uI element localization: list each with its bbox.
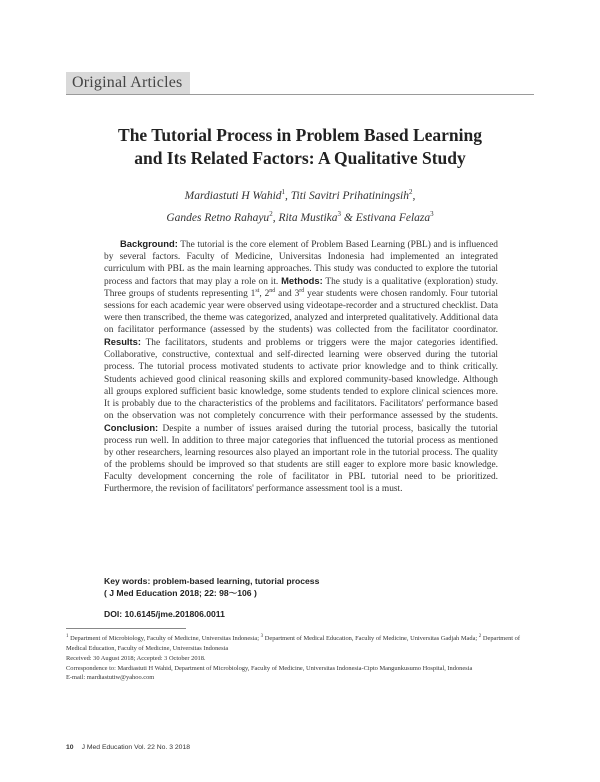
section-tag: Original Articles	[66, 72, 190, 94]
title-line-1: The Tutorial Process in Problem Based Learning	[118, 125, 482, 145]
page-footer	[66, 744, 536, 751]
footnote-marker: 2	[478, 634, 482, 639]
footnotes	[66, 632, 536, 683]
article-title	[60, 124, 540, 170]
received-accepted: Received: 30 August 2018; Accepted: 3 October 2018.	[66, 654, 206, 662]
journal-info: J Med Education Vol. 22 No. 3 2018	[81, 744, 191, 751]
title-line-2: and Its Related Factors: A Qualitative Study	[134, 148, 466, 168]
author-name: Titi Savitri Prihatiningsih	[290, 189, 409, 202]
affiliation-text: Department of Medical Education, Faculty of Medicine, Universitas Indonesia	[66, 635, 520, 652]
results-heading: Results:	[104, 336, 141, 348]
ordinal-suffix: rd	[299, 288, 305, 295]
abstract	[104, 238, 498, 495]
author-list	[60, 183, 540, 227]
citation-line: ( J Med Education 2018; 22: 98〜106 )	[104, 587, 257, 598]
author-line-2	[60, 205, 540, 227]
methods-text-part: and 3	[275, 289, 300, 300]
ordinal-suffix: nd	[269, 288, 276, 295]
author-name: Rita Mustika	[278, 211, 338, 224]
methods-text-part: , 2	[259, 289, 270, 300]
ordinal-suffix: st	[255, 288, 260, 295]
affiliations	[66, 632, 536, 654]
doi: DOI: 10.6145/jme.201806.0011	[104, 609, 225, 619]
footnote-rule	[66, 628, 186, 629]
author-line-1	[60, 183, 540, 205]
author-affiliation: 2	[409, 188, 413, 196]
correspondence: Correspondence to: Mardiastuti H Wahid, Department of Microbiology, Faculty of Medicine, Universitas Indonesia-Cipto Mangunkusumo Hospital, Indonesia	[66, 664, 473, 672]
affiliation-text: Department of Microbiology, Faculty of Medicine, Universitas Indonesia;	[68, 635, 261, 643]
section-rule	[66, 94, 534, 95]
author-separator: ,	[412, 189, 416, 202]
author-affiliation: 2	[269, 209, 273, 218]
author-name: Gandes Retno Rahayu	[166, 211, 270, 224]
background-heading: Background:	[120, 238, 178, 249]
conclusion-text: Despite a number of issues araised during the tutorial process, basically the tutorial process run well. In addition to three major categories that influenced the tutorial process as mentioned by other researchers, learning resources also played an important role in the tutorial process. The quality of the problems should be improved so that students are still eager to explore more basic knowledge. Faculty development concerning the role of facilitator in PBL tutorial need to be prioritized. Furthermore, the revision of facilitators' performance assessment tool is a must.	[104, 423, 499, 494]
results-text: The facilitators, students and problems or triggers were the major categories identified. Collaborative, constructive, contextual and self-directed learning were observed during the tutorial process. The tutorial process motivated students to activate prior knowledge and to think critically. Students achieved good clinical reasoning skills and explored community-based knowledge. Although all groups explored sufficient basic knowledge, some students tended to explore clinical sciences more. It is probably due to the characteristics of the problems and facilitators. Facilitators' performance based on the observation was not completely concurrence with their performance assessed by the students.	[104, 338, 498, 421]
background-text: The tutorial is the core element of Problem Based Learning (PBL) and is influenced by several factors. Faculty of Medicine, Universitas Indonesia had implemented an integrated curriculum with PBL as the main learning approaches. This study was conducted to explore the tutorial process and factors that may play a role on it.	[104, 240, 498, 288]
methods-text-part: The study is a qualitative (exploration) study. Three groups of students representing 1	[104, 277, 498, 300]
author-affiliation: 3	[337, 209, 342, 218]
author-name: Mardiastuti H Wahid	[184, 189, 282, 202]
footnote-marker: 3	[260, 634, 264, 639]
keywords	[104, 576, 498, 599]
author-separator: ,	[272, 211, 279, 224]
affiliation-text: Department of Medical Education, Faculty of Medicine, Universitas Gadjah Mada;	[263, 635, 479, 643]
footnote-marker: 1	[66, 634, 69, 639]
author-separator: ,	[285, 189, 291, 202]
email[interactable]: E-mail: mardiastutiw@yahoo.com	[66, 674, 155, 682]
conclusion-heading: Conclusion:	[104, 421, 159, 433]
author-separator: &	[341, 211, 356, 224]
methods-text-part: year students were chosen randomly. Four tutorial sessions for each academic year were observed using videotape-recorder and a structured checklist. Data were then transcribed, the theme was categorized, analyzed and interpreted qualitatively. Additional data on facilitator performance (assessed by the students) was collected from the facilitator coordinator.	[104, 289, 498, 336]
author-name: Estivana Felaza	[355, 211, 431, 224]
keywords-line: Key words: problem-based learning, tutorial process	[104, 576, 320, 586]
author-affiliation: 3	[430, 209, 434, 218]
author-affiliation: 1	[281, 188, 286, 196]
page-number: 10	[66, 744, 74, 751]
methods-heading: Methods:	[281, 275, 323, 287]
